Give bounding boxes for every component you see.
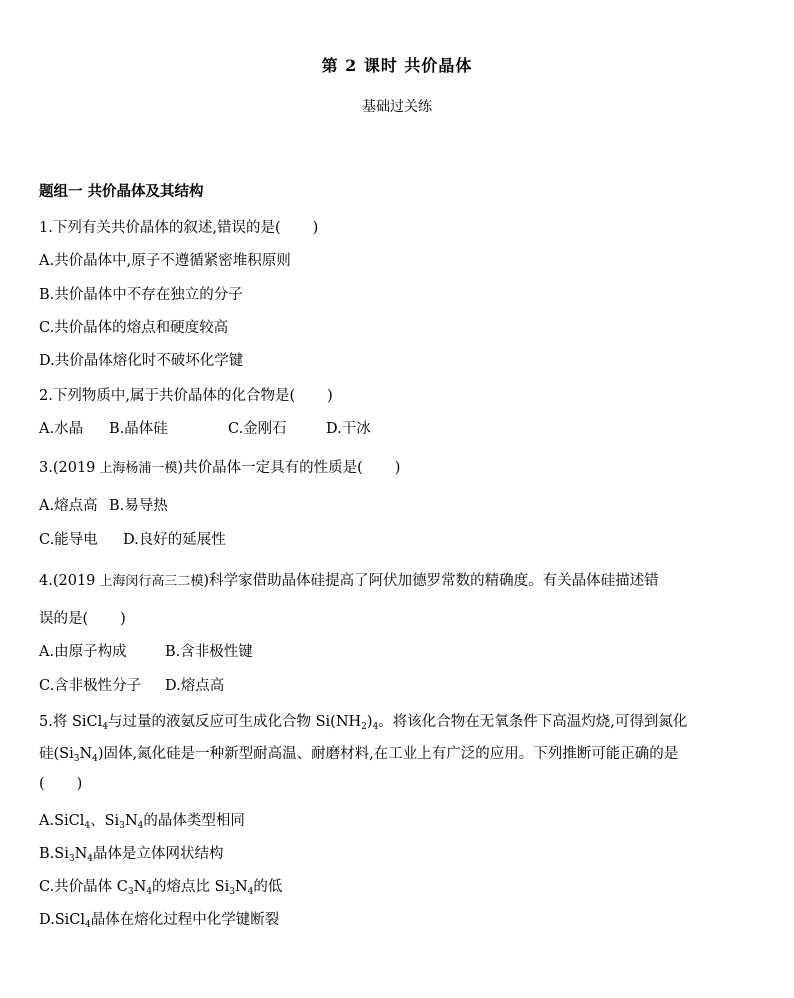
question-1-option-a: A.共价晶体中,原子不遵循紧密堆积原则 [39, 253, 291, 269]
question-1-close: ) [312, 220, 319, 236]
q5c-t4: N [234, 879, 248, 895]
question-2-close: ) [327, 388, 333, 404]
q5-l2-s2: 4 [92, 754, 98, 764]
q5a-s2: 3 [119, 821, 125, 831]
question-3-source: 上海杨浦一模 [99, 461, 178, 476]
q5-l1-t1: 5.将 SiCl [39, 714, 103, 730]
question-4-text: )科学家借助晶体硅提高了阿伏加德罗常数的精确度。有关晶体硅描述错 [203, 573, 659, 589]
question-4-options-row1 [39, 640, 253, 661]
question-4-options-row2 [39, 674, 224, 695]
q5-l1-s1: 4 [102, 722, 108, 732]
question-1-option-c: C.共价晶体的熔点和硬度较高 [39, 320, 229, 336]
q5c-t1: C.共价晶体 C [39, 879, 128, 895]
q5a-t4: 的晶体类型相同 [143, 813, 245, 829]
question-4-stem-cont [39, 607, 126, 628]
question-2-stem [39, 384, 333, 405]
q5-l2-t1: 硅(Si [39, 746, 74, 762]
question-5-option-b [39, 842, 224, 863]
page-subtitle: 基础过关练 [362, 99, 432, 115]
question-2-option-a: A.水晶 [39, 421, 84, 437]
question-5-answer-paren [39, 776, 82, 792]
q5-l2-t2: N [79, 746, 93, 762]
q5c-t2: N [133, 879, 147, 895]
question-4-option-d: D.熔点高 [165, 678, 225, 694]
question-4-close: ) [120, 611, 126, 627]
question-3-option-b: B.易导热 [109, 498, 168, 514]
q5b-t1: B.Si [39, 846, 69, 862]
q5-paren-close: ) [76, 776, 83, 792]
question-4-source: 上海闵行高三二模 [99, 574, 204, 589]
q5a-s1: 4 [84, 821, 91, 831]
question-4-stem [39, 569, 659, 590]
question-3-options-row2 [39, 528, 226, 549]
q5-l1-s2: 2 [361, 722, 367, 732]
q5a-t2: 、Si [90, 813, 120, 829]
question-1-text: 1.下列有关共价晶体的叙述,错误的是( [39, 220, 281, 236]
question-4-text-2: 误的是( [39, 611, 89, 627]
question-3-option-c: C.能导电 [39, 532, 98, 548]
question-2-option-c: C.金刚石 [228, 421, 287, 437]
q5b-t2: N [74, 846, 88, 862]
question-2-options [39, 417, 371, 438]
question-3-option-d: D.良好的延展性 [123, 532, 226, 548]
question-4-option-b: B.含非极性键 [165, 644, 253, 660]
question-3-close: ) [394, 460, 401, 476]
question-5-option-d [39, 908, 279, 929]
question-4-prefix: 4.(2019 [39, 573, 96, 589]
question-4-option-c: C.含非极性分子 [39, 678, 142, 694]
q5-l1-s3: 4 [372, 722, 379, 732]
q5-paren-open: ( [39, 776, 45, 792]
q5-l2-t3: )固体,氮化硅是一种新型耐高温、耐磨材料,在工业上有广泛的应用。下列推断可能正确的是 [97, 746, 679, 762]
q5d-s1: 4 [85, 920, 91, 930]
q5d-t2: 晶体在熔化过程中化学键断裂 [90, 912, 280, 928]
question-2-text: 2.下列物质中,属于共价晶体的化合物是( [39, 388, 296, 404]
question-3-text: )共价晶体一定具有的性质是( [177, 460, 363, 476]
q5b-s2: 4 [87, 854, 93, 864]
q5a-t1: A.SiCl [39, 813, 85, 829]
q5-l1-t2: 与过量的液氨反应可生成化合物 Si(NH [107, 714, 362, 730]
question-2-option-b: B.晶体硅 [109, 421, 168, 437]
q5-l1-t3: ) [366, 714, 373, 730]
question-3-options-row1 [39, 494, 168, 515]
q5a-s3: 4 [137, 821, 144, 831]
question-5-stem-line1 [39, 710, 687, 731]
q5c-t5: 的低 [253, 879, 283, 895]
q5c-s4: 4 [247, 887, 254, 897]
q5b-t3: 晶体是立体网状结构 [93, 846, 224, 862]
section-title: 题组一 共价晶体及其结构 [39, 183, 204, 200]
question-3-prefix: 3.(2019 [39, 460, 96, 476]
q5b-s1: 3 [68, 854, 75, 864]
q5c-t3: 的熔点比 Si [152, 879, 230, 895]
page-title: 第 2 课时 共价晶体 [321, 56, 473, 75]
q5-l2-s1: 3 [73, 754, 80, 764]
question-2-option-d: D.干冰 [326, 421, 371, 437]
question-1-option-d: D.共价晶体熔化时不破坏化学键 [39, 353, 244, 369]
question-1-stem [39, 216, 318, 237]
question-5-stem-line2 [39, 742, 678, 763]
q5c-s3: 3 [229, 887, 235, 897]
question-5-option-a [39, 809, 245, 830]
q5-l1-t4: 。将该化合物在无氧条件下高温灼烧,可得到氮化 [378, 714, 688, 730]
q5c-s1: 3 [127, 887, 134, 897]
question-3-stem [39, 456, 400, 477]
question-5-option-c [39, 875, 282, 896]
question-1-option-b: B.共价晶体中不存在独立的分子 [39, 287, 243, 303]
question-3-option-a: A.熔点高 [39, 498, 98, 514]
q5c-s2: 4 [146, 887, 153, 897]
question-4-option-a: A.由原子构成 [39, 644, 127, 660]
q5a-t3: N [124, 813, 138, 829]
q5d-t1: D.SiCl [39, 912, 86, 928]
